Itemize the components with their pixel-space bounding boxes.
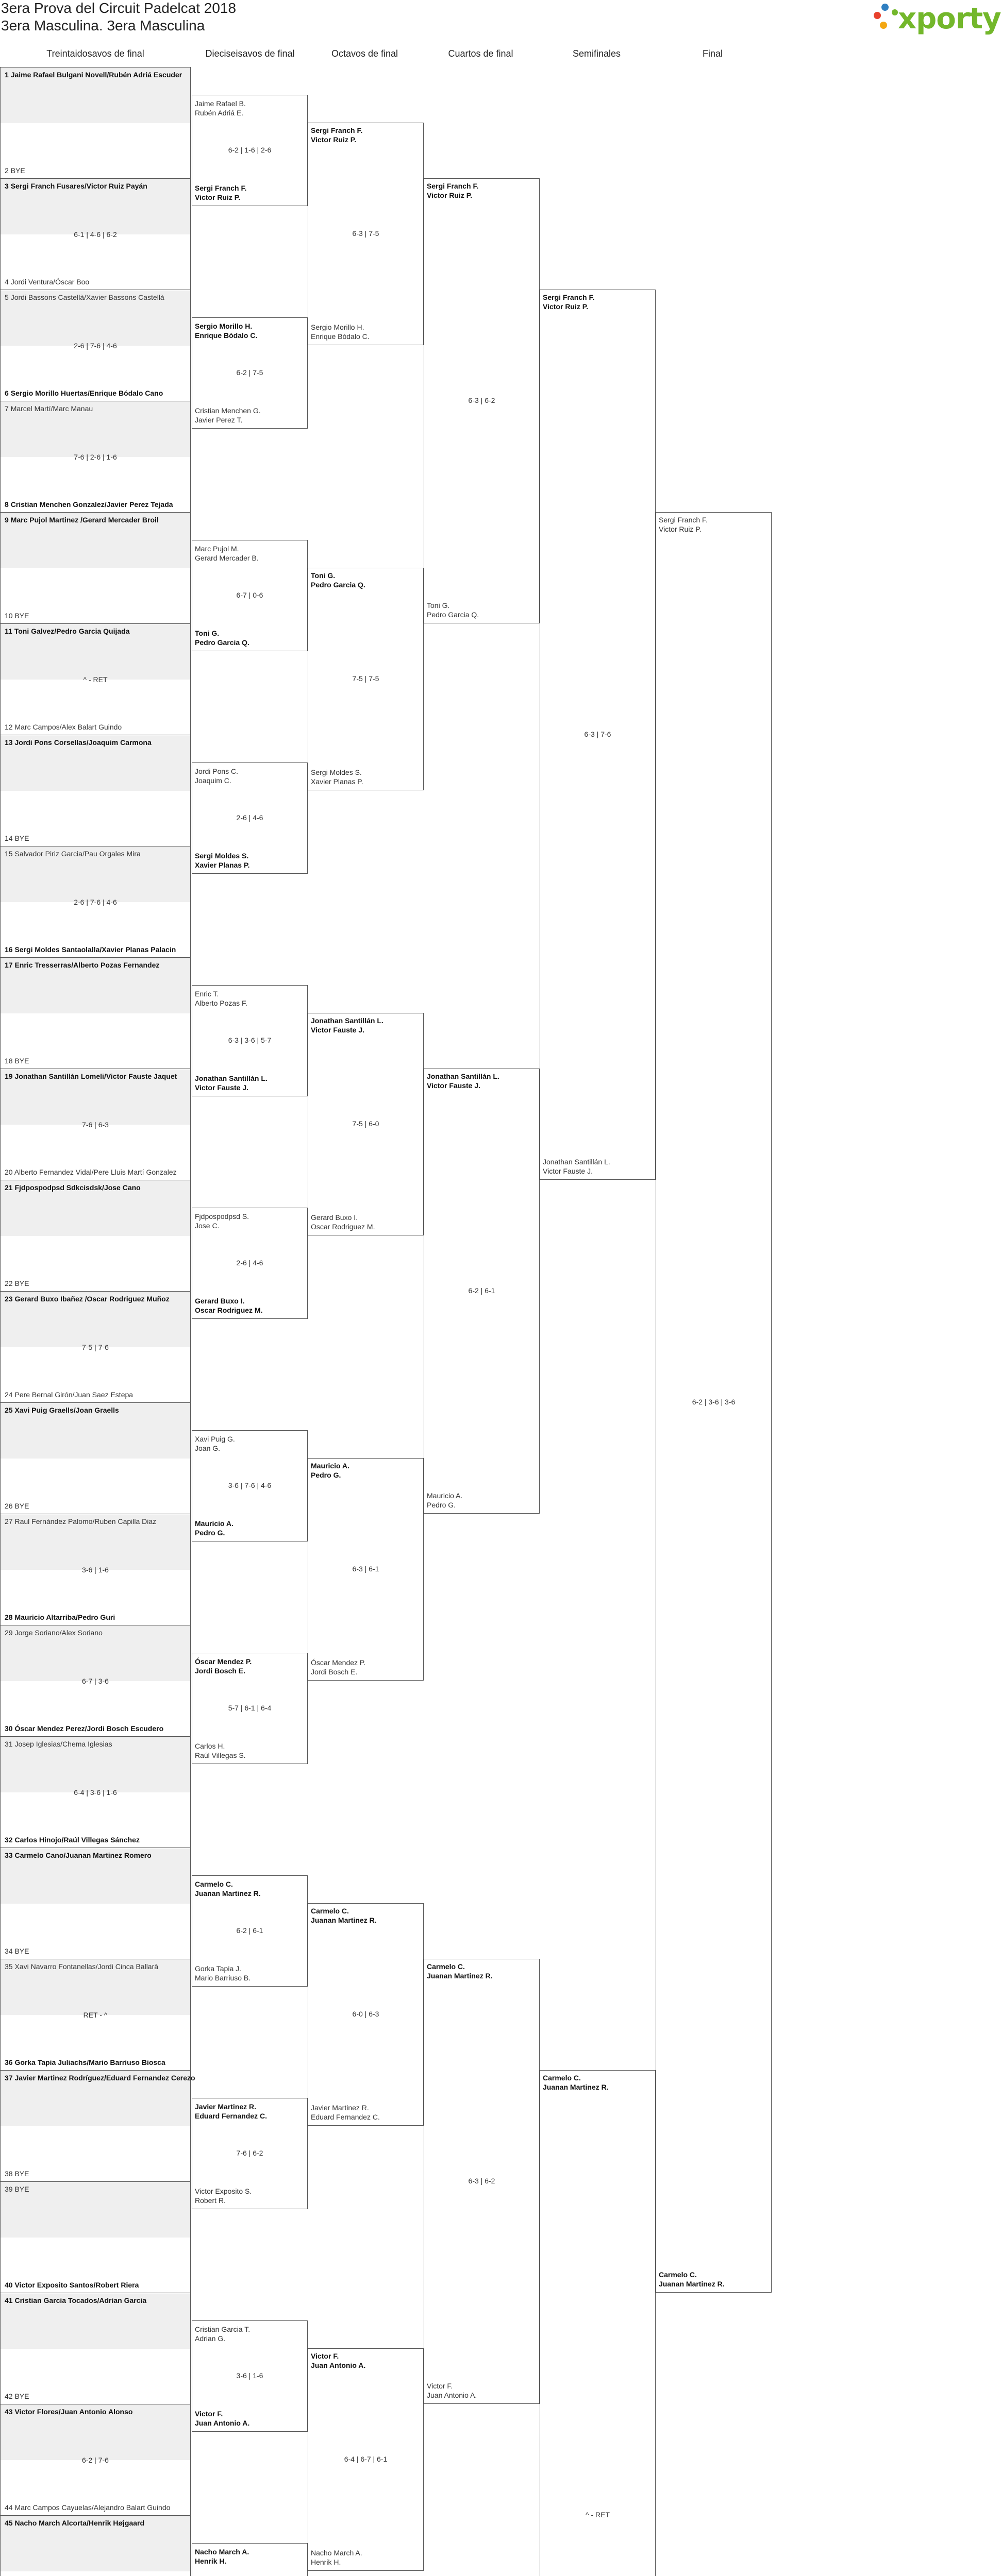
team-name: Marcel Martí/Marc Manau	[10, 404, 93, 413]
team-name: BYE	[14, 612, 29, 620]
team-b[interactable]	[543, 1157, 610, 1176]
player-name: Javier Martinez R.	[311, 2104, 369, 2112]
team-b[interactable]	[195, 1964, 251, 1982]
player-a[interactable]: 3 Sergi Franch Fusares/Victor Ruiz Payán	[5, 182, 147, 190]
player-name: Jordi Pons C.	[195, 767, 239, 775]
player-name: Pedro G.	[311, 1471, 341, 1479]
player-name: Mario Barriuso B.	[195, 1974, 251, 1982]
team-name: Fjdpospodpsd Sdkcisdsk/Jose Cano	[14, 1183, 141, 1192]
player-a[interactable]: 27 Raul Fernández Palomo/Ruben Capilla Diaz	[5, 1517, 157, 1526]
player-name: Jordi Bosch E.	[195, 1667, 246, 1675]
player-name: Victor Fauste J.	[195, 1083, 249, 1092]
player-name: Xavi Puig G.	[195, 1435, 235, 1443]
player-name: Juan Antonio A.	[311, 2361, 366, 2369]
team-name: Javier Martinez Rodríguez/Eduard Fernandez Cerezo	[14, 2074, 195, 2082]
team-name: Marc Campos/Alex Balart Guindo	[14, 723, 122, 731]
player-a[interactable]: 25 Xavi Puig Graells/Joan Graells	[5, 1406, 119, 1414]
player-name: Gorka Tapia J.	[195, 1964, 242, 1973]
player-name: Jose C.	[195, 1222, 220, 1230]
r32-match[interactable]	[0, 735, 191, 846]
player-name: Pedro Garcia Q.	[311, 581, 365, 589]
team-name: Jordi Pons Corsellas/Joaquim Carmona	[14, 738, 152, 747]
player-a[interactable]: 31 Josep Iglesias/Chema Iglesias	[5, 1740, 112, 1748]
player-name: Mauricio A.	[427, 1492, 463, 1500]
team-b[interactable]	[311, 1213, 375, 1231]
player-b[interactable]: 32 Carlos Hinojo/Raúl Villegas Sánchez	[5, 1836, 140, 1844]
player-name: Victor F.	[195, 2410, 223, 2418]
r32-match[interactable]	[0, 1402, 191, 1514]
team-name: Jaime Rafael Bulgani Novell/Rubén Adriá Escuder	[10, 71, 182, 79]
team-b[interactable]	[195, 1741, 246, 1760]
team-name: Sergio Morillo Huertas/Enrique Bódalo Cano	[10, 389, 163, 397]
player-name: Carmelo C.	[311, 1907, 349, 1915]
player-a[interactable]: 39 BYE	[5, 2185, 29, 2193]
team-name: BYE	[14, 1279, 29, 1287]
player-a[interactable]: 1 Jaime Rafael Bulgani Novell/Rubén Adriá Escuder	[5, 71, 182, 79]
r32-match[interactable]	[0, 1959, 191, 2070]
r32-match[interactable]	[0, 623, 191, 735]
match-score: 5-7 | 6-1 | 6-4	[228, 1704, 272, 1712]
player-name: Juan Antonio A.	[195, 2419, 250, 2427]
player-name: Victor Ruiz P.	[311, 135, 357, 144]
match-score: 7-6 | 2-6 | 1-6	[74, 453, 117, 461]
match-score: 2-6 | 7-6 | 4-6	[74, 898, 117, 906]
player-b[interactable]: 6 Sergio Morillo Huertas/Enrique Bódalo Cano	[5, 389, 163, 397]
player-name: Toni G.	[195, 629, 220, 637]
player-name: Gerard Buxo I.	[311, 1213, 358, 1222]
r32-match[interactable]	[0, 2293, 191, 2404]
player-a[interactable]: 37 Javier Martinez Rodríguez/Eduard Fernandez Cerezo	[5, 2074, 195, 2082]
player-name: Victor Fauste J.	[311, 1026, 365, 1034]
team-name: Josep Iglesias/Chema Iglesias	[14, 1740, 112, 1748]
match-score: 2-6 | 4-6	[236, 1259, 263, 1267]
player-name: Alberto Pozas F.	[195, 999, 247, 1007]
player-name: Carlos H.	[195, 1742, 225, 1750]
player-b[interactable]: 20 Alberto Fernandez Vidal/Pere Lluis Martí Gonzalez	[5, 1168, 177, 1176]
player-name: Mauricio A.	[311, 1462, 349, 1470]
player-a[interactable]: 43 Victor Flores/Juan Antonio Alonso	[5, 2408, 133, 2416]
team-name: Mauricio Altarriba/Pedro Guri	[14, 1613, 115, 1621]
match-score: 6-7 | 3-6	[82, 1677, 109, 1685]
r32-match[interactable]	[0, 2515, 191, 2576]
player-name: Pedro G.	[195, 1529, 225, 1537]
player-name: Toni G.	[427, 601, 450, 609]
team-name: BYE	[14, 2392, 29, 2400]
team-b[interactable]	[311, 768, 363, 786]
team-name: Sergi Franch Fusares/Victor Ruiz Payán	[10, 182, 147, 190]
player-name: Victor Ruiz P.	[427, 191, 473, 199]
player-name: Oscar Rodriguez M.	[311, 1223, 375, 1231]
team-name: BYE	[14, 1947, 29, 1955]
team-a[interactable]	[195, 1434, 235, 1453]
match-score: 6-4 | 3-6 | 1-6	[74, 1788, 117, 1797]
player-b[interactable]: 40 Victor Exposito Santos/Robert Riera	[5, 2281, 139, 2289]
team-b[interactable]	[195, 629, 249, 647]
player-name: Jaime Rafael B.	[195, 99, 246, 108]
team-name: Jorge Soriano/Alex Soriano	[14, 1629, 103, 1637]
player-a[interactable]: 11 Toni Galvez/Pedro Garcia Quijada	[5, 627, 130, 635]
player-name: Eduard Fernandez C.	[195, 2112, 268, 2120]
team-a[interactable]	[311, 1906, 377, 1925]
match-score: 6-2 | 7-6	[82, 2456, 109, 2464]
team-name: BYE	[14, 834, 29, 842]
match-score: 3-6 | 7-6 | 4-6	[228, 1481, 272, 1489]
team-a[interactable]	[659, 515, 708, 534]
team-a[interactable]	[195, 1212, 249, 1230]
team-name: BYE	[14, 1502, 29, 1510]
match-score: 6-2 | 1-6 | 2-6	[228, 146, 272, 154]
player-name: Pedro G.	[427, 1501, 456, 1509]
player-name: Juanan Martinez R.	[427, 1972, 493, 1980]
player-name: Juan Antonio A.	[427, 2391, 477, 2399]
player-b[interactable]: 22 BYE	[5, 1279, 29, 1287]
player-name: Jonathan Santillán L.	[195, 1074, 268, 1082]
player-name: Javier Perez T.	[195, 416, 243, 424]
team-a[interactable]	[195, 2325, 250, 2343]
round-header: Cuartos de final	[448, 48, 513, 59]
match-score: 3-6 | 1-6	[236, 2371, 263, 2380]
match-score: 6-4 | 6-7 | 6-1	[344, 2455, 388, 2463]
player-b[interactable]: 28 Mauricio Altarriba/Pedro Guri	[5, 1613, 115, 1621]
match-score: RET - ^	[83, 2011, 108, 2019]
match-score: 6-3 | 6-2	[468, 396, 495, 404]
match-score: 6-3 | 7-6	[584, 730, 611, 738]
player-name: Xavier Planas P.	[311, 777, 363, 786]
player-b[interactable]: 8 Cristian Menchen Gonzalez/Javier Perez Tejada	[5, 500, 173, 509]
team-name: Cristian Menchen Gonzalez/Javier Perez Tejada	[10, 500, 173, 509]
player-name: Enric T.	[195, 990, 219, 998]
player-b[interactable]: 2 BYE	[5, 166, 25, 175]
player-name: Jonathan Santillán L.	[427, 1072, 499, 1080]
round-header: Treintaidosavos de final	[46, 48, 144, 59]
player-a[interactable]: 17 Enric Tresserras/Alberto Pozas Fernandez	[5, 961, 160, 969]
match-score: 3-6 | 1-6	[82, 1566, 109, 1574]
player-name: Juanan Martinez R.	[659, 2280, 725, 2288]
player-b[interactable]: 30 Óscar Mendez Perez/Jordi Bosch Escudero	[5, 1724, 164, 1733]
team-name: Marc Campos Cayuelas/Alejandro Balart Guindo	[14, 2503, 171, 2512]
player-b[interactable]: 44 Marc Campos Cayuelas/Alejandro Balart Guindo	[5, 2503, 171, 2512]
match-score: ^ - RET	[83, 675, 108, 684]
player-a[interactable]: 35 Xavi Navarro Fontanellas/Jordi Cinca Ballarà	[5, 1962, 159, 1971]
match-score: ^ - RET	[585, 2511, 610, 2519]
r32-match[interactable]	[0, 1848, 191, 1959]
r32-match[interactable]	[0, 1069, 191, 1180]
team-name: BYE	[14, 2185, 29, 2193]
player-name: Sergi Moldes S.	[311, 768, 362, 776]
player-name: Pedro Garcia Q.	[427, 611, 479, 619]
team-b[interactable]	[311, 2548, 362, 2567]
match-score: 2-6 | 7-6 | 4-6	[74, 342, 117, 350]
team-b[interactable]	[195, 2409, 249, 2428]
team-name: Cristian Garcia Tocados/Adrian Garcia	[14, 2296, 147, 2304]
team-name: Salvador Piriz Garcia/Pau Orgales Mira	[14, 850, 141, 858]
r32-match[interactable]	[0, 2070, 195, 2181]
player-name: Carmelo C.	[195, 1880, 233, 1888]
player-name: Carmelo C.	[427, 1962, 465, 1971]
player-b[interactable]: 16 Sergi Moldes Santaolalla/Xavier Planas Palacin	[5, 945, 176, 954]
team-a[interactable]	[195, 544, 259, 563]
team-b[interactable]	[311, 1658, 365, 1676]
player-a[interactable]: 9 Marc Pujol Martinez /Gerard Mercader Broil	[5, 516, 159, 524]
player-name: Xavier Planas P.	[195, 861, 250, 869]
player-name: Victor Ruiz P.	[195, 193, 241, 201]
player-b[interactable]: 24 Pere Bernal Girón/Juan Saez Estepa	[5, 1391, 134, 1399]
player-b[interactable]: 4 Jordi Ventura/Óscar Boo	[5, 278, 90, 286]
r32-match[interactable]	[0, 1736, 191, 1848]
sf-match[interactable]	[540, 2070, 656, 2576]
player-a[interactable]: 41 Cristian Garcia Tocados/Adrian Garcia	[5, 2296, 147, 2304]
team-name: Jordi Bassons Castellà/Xavier Bassons Castellà	[10, 293, 164, 301]
player-name: Jonathan Santillán L.	[543, 1158, 610, 1166]
match-score: 7-6 | 6-3	[82, 1121, 109, 1129]
r32-match[interactable]	[0, 178, 191, 290]
team-name: BYE	[14, 1057, 29, 1065]
player-name: Oscar Rodriguez M.	[195, 1306, 263, 1314]
team-b[interactable]	[311, 2103, 380, 2122]
match-score: 6-1 | 4-6 | 6-2	[74, 230, 117, 239]
player-a[interactable]: 15 Salvador Piriz Garcia/Pau Orgales Mira	[5, 850, 141, 858]
player-b[interactable]: 38 BYE	[5, 2170, 29, 2178]
team-name: Gerard Buxo Ibañez /Oscar Rodriguez Muñoz	[14, 1295, 170, 1303]
team-name: Pere Bernal Girón/Juan Saez Estepa	[14, 1391, 134, 1399]
team-name: Nacho March Alcorta/Henrik Højgaard	[14, 2519, 145, 2527]
team-name: Raul Fernández Palomo/Ruben Capilla Diaz	[14, 1517, 157, 1526]
player-name: Cristian Menchen G.	[195, 406, 261, 415]
team-name: Óscar Mendez Perez/Jordi Bosch Escudero	[14, 1724, 164, 1733]
round-header: Semifinales	[572, 48, 621, 59]
player-a[interactable]: 13 Jordi Pons Corsellas/Joaquim Carmona	[5, 738, 152, 747]
player-name: Jordi Bosch E.	[311, 1668, 358, 1676]
round-header: Dieciseisavos de final	[205, 48, 295, 59]
team-a[interactable]	[427, 1072, 499, 1090]
match-score: 2-6 | 4-6	[236, 814, 263, 822]
logo-wordmark: xporty	[898, 2, 1001, 36]
player-name: Eduard Fernandez C.	[311, 2113, 380, 2121]
team-a[interactable]	[311, 571, 365, 589]
match-score: 6-2 | 6-1	[468, 1286, 495, 1295]
team-a[interactable]	[311, 1016, 383, 1035]
r32-match[interactable]	[0, 67, 191, 178]
player-b[interactable]: 34 BYE	[5, 1947, 29, 1955]
round-header: Octavos de final	[331, 48, 398, 59]
r32-match[interactable]	[0, 290, 191, 401]
team-b[interactable]	[311, 323, 370, 341]
team-name: Enric Tresserras/Alberto Pozas Fernandez	[14, 961, 160, 969]
match-score: 7-5 | 6-0	[352, 1120, 379, 1128]
player-b[interactable]: 42 BYE	[5, 2392, 29, 2400]
player-a[interactable]: 7 Marcel Martí/Marc Manau	[5, 404, 93, 413]
team-name: Gorka Tapia Juliachs/Mario Barriuso Biosca	[14, 2058, 165, 2066]
team-b[interactable]	[195, 1519, 233, 1537]
player-name: Victor Fauste J.	[427, 1081, 481, 1090]
team-a[interactable]	[195, 2102, 267, 2121]
player-a[interactable]: 29 Jorge Soriano/Alex Soriano	[5, 1629, 103, 1637]
match-score: 6-2 | 7-5	[236, 368, 263, 377]
team-a[interactable]	[195, 99, 246, 117]
team-a[interactable]	[195, 767, 238, 785]
player-b[interactable]: 18 BYE	[5, 1057, 29, 1065]
team-a[interactable]	[311, 2351, 365, 2370]
team-name: Sergi Moldes Santaolalla/Xavier Planas Palacin	[14, 945, 176, 954]
player-name: Óscar Mendez P.	[311, 1658, 366, 1667]
team-name: Xavi Puig Graells/Joan Graells	[14, 1406, 119, 1414]
player-name: Carmelo C.	[659, 2270, 697, 2279]
r32-match[interactable]	[0, 401, 191, 512]
match-score: 6-3 | 6-1	[352, 1565, 379, 1573]
player-name: Toni G.	[311, 571, 336, 580]
player-b[interactable]: 36 Gorka Tapia Juliachs/Mario Barriuso Biosca	[5, 2058, 165, 2066]
team-name: Carlos Hinojo/Raúl Villegas Sánchez	[14, 1836, 140, 1844]
r32-match[interactable]	[0, 1291, 191, 1402]
player-name: Nacho March A.	[195, 2548, 249, 2556]
r32-match[interactable]	[0, 1180, 191, 1291]
player-name: Sergio Morillo H.	[195, 322, 253, 330]
team-b[interactable]	[195, 406, 261, 425]
player-a[interactable]: 23 Gerard Buxo Ibañez /Oscar Rodriguez Muñoz	[5, 1295, 170, 1303]
player-name: Victor F.	[311, 2352, 339, 2360]
player-name: Joaquim C.	[195, 776, 231, 785]
player-name: Henrik H.	[311, 2558, 341, 2566]
player-name: Joan G.	[195, 1444, 221, 1452]
player-name: Enrique Bódalo C.	[311, 332, 370, 341]
player-name: Victor Ruiz P.	[659, 525, 702, 533]
player-name: Nacho March A.	[311, 2549, 362, 2557]
player-name: Carmelo C.	[543, 2074, 581, 2082]
team-a[interactable]	[427, 1962, 493, 1980]
team-a[interactable]	[311, 1461, 349, 1480]
r32-match[interactable]	[0, 846, 191, 957]
match-score: 6-0 | 6-3	[352, 2010, 379, 2018]
team-b[interactable]	[195, 1074, 268, 1092]
tournament-title: 3era Prova del Circuit Padelcat 2018	[1, 0, 237, 16]
player-name: Victor Fauste J.	[543, 1167, 593, 1175]
player-name: Sergi Moldes S.	[195, 852, 249, 860]
team-b[interactable]	[659, 2270, 725, 2289]
match-score: 6-7 | 0-6	[236, 591, 263, 599]
player-b[interactable]: 14 BYE	[5, 834, 29, 842]
match-score: 7-6 | 6-2	[236, 2149, 263, 2157]
team-name: Jonathan Santillán Lomeli/Victor Fauste Jaquet	[14, 1072, 177, 1080]
player-name: Robert R.	[195, 2196, 226, 2205]
r32-match[interactable]	[0, 2181, 191, 2293]
team-a[interactable]	[195, 2547, 249, 2566]
match-score: 6-2 | 3-6 | 3-6	[692, 1398, 736, 1406]
team-name: Xavi Navarro Fontanellas/Jordi Cinca Ballarà	[14, 1962, 159, 1971]
player-name: Mauricio A.	[195, 1519, 233, 1528]
player-name: Fjdpospodpsd S.	[195, 1212, 249, 1221]
team-name: Marc Pujol Martinez /Gerard Mercader Broil	[10, 516, 159, 524]
player-name: Pedro Garcia Q.	[195, 638, 249, 647]
player-name: Jonathan Santillán L.	[311, 1016, 383, 1025]
r32-match[interactable]	[0, 957, 191, 1069]
player-b[interactable]: 26 BYE	[5, 1502, 29, 1510]
team-name: Jordi Ventura/Óscar Boo	[10, 278, 90, 286]
player-name: Óscar Mendez P.	[195, 1657, 252, 1666]
player-name: Juanan Martinez R.	[311, 1916, 377, 1924]
player-name: Sergio Morillo H.	[311, 323, 364, 331]
player-name: Juanan Martinez R.	[195, 1889, 261, 1897]
logo-dots-icon	[872, 2, 901, 35]
player-name: Adrian G.	[195, 2334, 226, 2343]
row-bg	[1, 2571, 190, 2576]
player-b[interactable]: 12 Marc Campos/Alex Balart Guindo	[5, 723, 122, 731]
player-name: Juanan Martinez R.	[543, 2083, 609, 2091]
team-a[interactable]	[543, 293, 594, 311]
r32-match[interactable]	[0, 512, 191, 623]
team-a[interactable]	[543, 2073, 609, 2092]
player-name: Henrik H.	[195, 2557, 227, 2565]
team-b[interactable]	[195, 183, 246, 202]
player-name: Sergi Franch F.	[195, 184, 247, 192]
team-name: Victor Flores/Juan Antonio Alonso	[14, 2408, 133, 2416]
player-a[interactable]: 33 Carmelo Cano/Juanan Martinez Romero	[5, 1851, 152, 1859]
team-name: BYE	[14, 2170, 29, 2178]
team-b[interactable]	[427, 1491, 462, 1510]
player-name: Gerard Buxo I.	[195, 1297, 245, 1305]
player-name: Sergi Franch F.	[311, 126, 363, 134]
team-name: BYE	[10, 166, 25, 175]
player-a[interactable]: 19 Jonathan Santillán Lomeli/Victor Fauste Jaquet	[5, 1072, 177, 1080]
match-score: 6-3 | 3-6 | 5-7	[228, 1036, 272, 1044]
team-a[interactable]	[427, 181, 478, 200]
team-a[interactable]	[311, 126, 362, 144]
player-name: Raúl Villegas S.	[195, 1751, 246, 1759]
xporty-logo[interactable]	[872, 1, 1001, 37]
match-score: 6-3 | 7-5	[352, 229, 379, 238]
round-header: Final	[702, 48, 723, 59]
player-name: Sergi Franch F.	[659, 516, 708, 524]
team-a[interactable]	[195, 321, 257, 340]
category-title: 3era Masculina. 3era Masculina	[1, 18, 205, 33]
player-name: Cristian Garcia T.	[195, 2325, 251, 2333]
player-name: Victor Exposito S.	[195, 2187, 252, 2195]
team-name: Victor Exposito Santos/Robert Riera	[14, 2281, 139, 2289]
team-b[interactable]	[427, 601, 479, 619]
player-name: Enrique Bódalo C.	[195, 331, 258, 340]
match-score: 7-5 | 7-5	[352, 674, 379, 683]
player-name: Rubén Adriá E.	[195, 109, 244, 117]
team-b[interactable]	[195, 2187, 252, 2205]
player-name: Sergi Franch F.	[427, 182, 479, 190]
player-name: Victor Ruiz P.	[543, 302, 589, 311]
match-score: 7-5 | 7-6	[82, 1343, 109, 1351]
player-name: Sergi Franch F.	[543, 293, 595, 301]
team-a[interactable]	[195, 989, 247, 1008]
player-name: Javier Martinez R.	[195, 2103, 257, 2111]
player-name: Gerard Mercader B.	[195, 554, 259, 562]
team-name: Toni Galvez/Pedro Garcia Quijada	[14, 627, 130, 635]
player-a[interactable]: 21 Fjdpospodpsd Sdkcisdsk/Jose Cano	[5, 1183, 141, 1192]
player-name: Victor F.	[427, 2382, 453, 2390]
team-b[interactable]	[195, 1296, 262, 1315]
team-b[interactable]	[427, 2381, 477, 2400]
r32-match[interactable]	[0, 1625, 191, 1736]
team-name: Carmelo Cano/Juanan Martinez Romero	[14, 1851, 152, 1859]
team-name: Alberto Fernandez Vidal/Pere Lluis Martí Gonzalez	[14, 1168, 177, 1176]
r32-match[interactable]	[0, 1514, 191, 1625]
team-a[interactable]	[195, 1879, 261, 1898]
match-score: 6-2 | 6-1	[236, 1926, 263, 1935]
player-a[interactable]: 5 Jordi Bassons Castellà/Xavier Bassons Castellà	[5, 293, 164, 301]
r32-match[interactable]	[0, 2404, 191, 2515]
player-a[interactable]: 45 Nacho March Alcorta/Henrik Højgaard	[5, 2519, 145, 2527]
team-a[interactable]	[195, 1657, 252, 1675]
team-b[interactable]	[195, 851, 249, 870]
player-name: Marc Pujol M.	[195, 545, 239, 553]
player-b[interactable]: 10 BYE	[5, 612, 29, 620]
match-score: 6-3 | 6-2	[468, 2177, 495, 2185]
